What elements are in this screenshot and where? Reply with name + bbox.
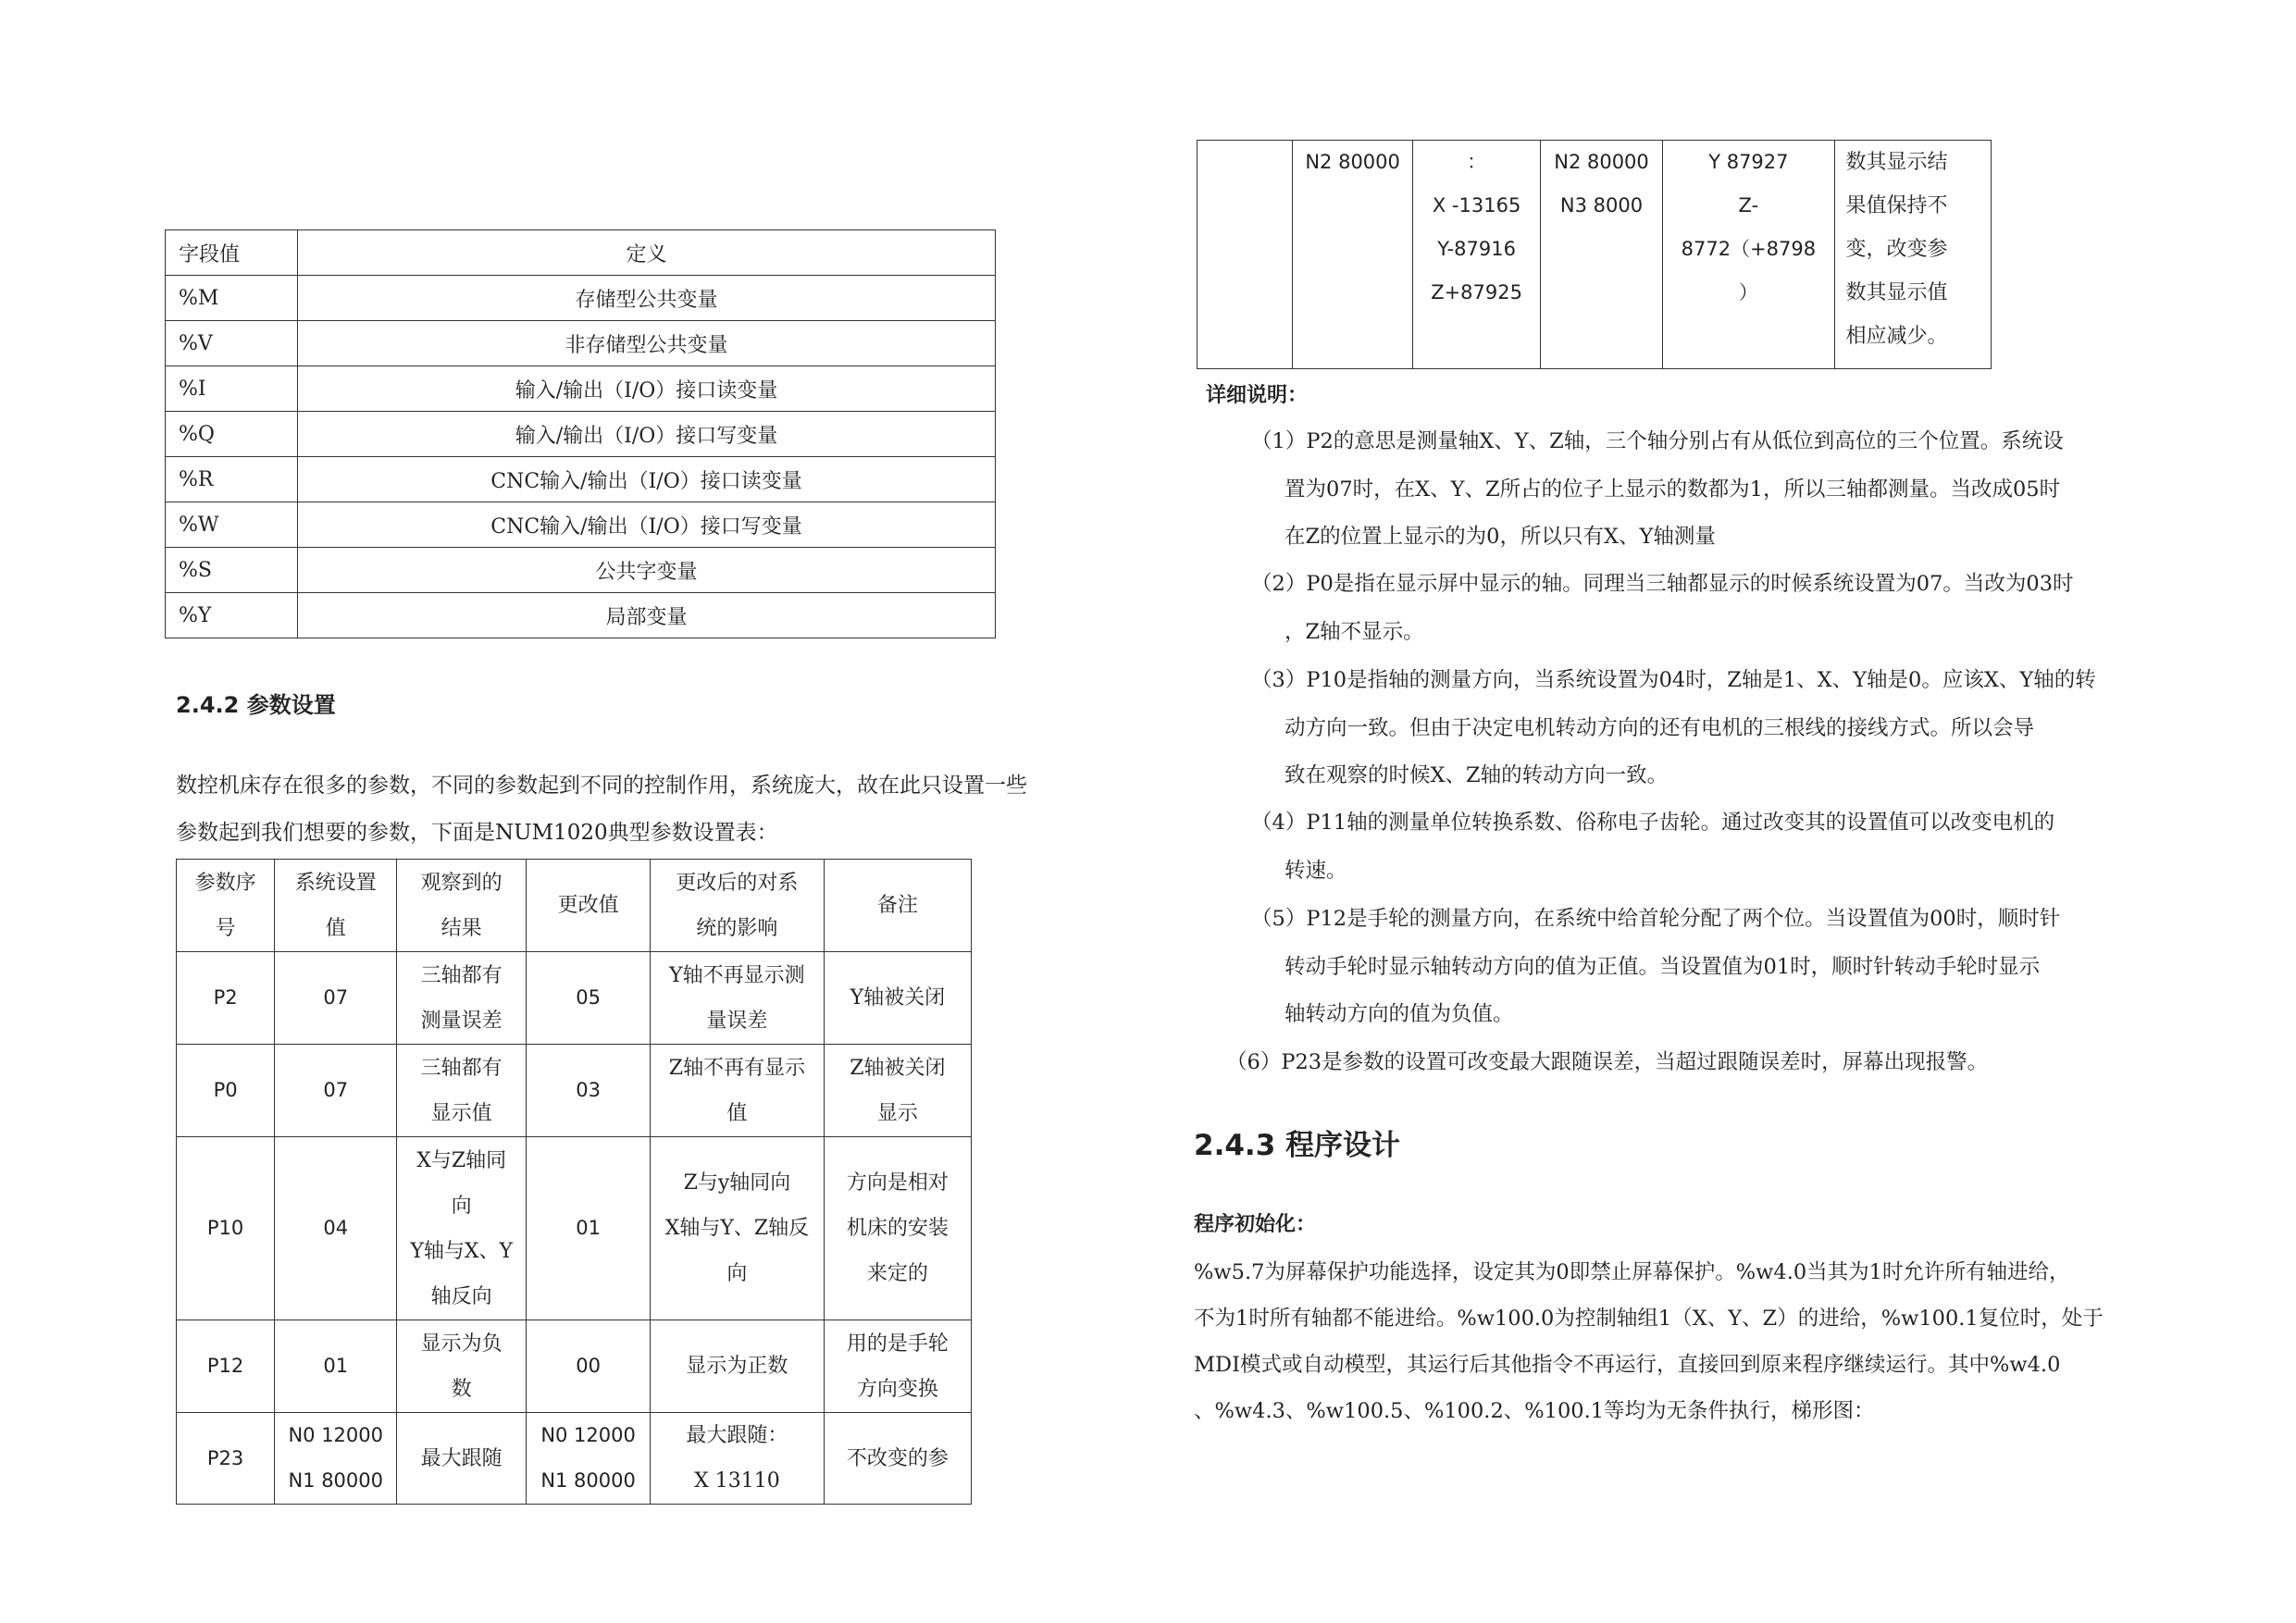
table-cell xyxy=(527,1413,651,1505)
table-row xyxy=(177,952,972,1045)
cell-line: 观察到的 xyxy=(420,871,503,895)
table-cell xyxy=(651,1413,825,1505)
cell-line: X -13165 xyxy=(1432,194,1521,217)
table-row xyxy=(1198,141,1992,369)
cell-line: 三轴都有 xyxy=(420,1056,503,1080)
cell-line: 显示为负 xyxy=(420,1332,503,1356)
table-cell xyxy=(824,1045,971,1137)
cell-line: 显示为正数 xyxy=(686,1355,788,1378)
cell-line: 结果 xyxy=(441,916,482,940)
cell-line: N3 8000 xyxy=(1559,194,1644,217)
table-cell xyxy=(397,1320,527,1413)
cell-line: 更改后的对系 xyxy=(676,871,799,895)
table-cell xyxy=(1540,141,1662,369)
cell-line: Z轴被关闭 xyxy=(850,1056,946,1080)
definition-cell: 输入/输出（I/O）接口写变量 xyxy=(298,412,996,457)
parameter-table-continued xyxy=(1197,140,1992,369)
table-cell xyxy=(824,1320,971,1413)
cell-line: 用的是手轮 xyxy=(846,1332,949,1356)
detail-item xyxy=(1251,657,2096,800)
section-title: 参数设置 xyxy=(246,691,336,718)
cell-line: 相应减少。 xyxy=(1845,325,1948,348)
detail-item xyxy=(1226,1039,1988,1087)
table-row xyxy=(166,366,996,412)
table-row xyxy=(166,457,996,502)
cell-line: N0 12000 xyxy=(540,1424,636,1446)
cell-line: 数其显示值 xyxy=(1845,281,1948,304)
cell-line: P2 xyxy=(213,986,238,1009)
cell-line: 备注 xyxy=(876,894,918,917)
table-cell xyxy=(651,1137,825,1320)
definition-cell: 存储型公共变量 xyxy=(298,276,996,321)
field-value-cell: %W xyxy=(166,502,298,548)
paragraph-line: MDI模式或自动模型，其运行后其他指令不再运行，直接回到原来程序继续运行。其中%w4.0 xyxy=(1194,1353,2061,1377)
table-cell xyxy=(275,1137,397,1320)
cell-line: 果值保持不 xyxy=(1845,194,1948,217)
section-number: 2.4.2 xyxy=(176,692,240,718)
cell-line: 00 xyxy=(576,1355,601,1377)
definition-cell: 局部变量 xyxy=(298,593,996,638)
program-init-paragraph xyxy=(1194,1249,2104,1434)
field-value-cell: %R xyxy=(166,457,298,502)
detail-line: （6）P23是参数的设置可改变最大跟随误差，当超过跟随误差时，屏幕出现报警。 xyxy=(1226,1050,1989,1074)
detail-line: 动方向一致。但由于决定电机转动方向的还有电机的三根线的接线方式。所以会导 xyxy=(1285,715,2035,740)
field-value-cell: %V xyxy=(166,321,298,366)
table-cell xyxy=(275,1413,397,1505)
field-value-cell: %Q xyxy=(166,412,298,457)
table-row xyxy=(177,1320,972,1413)
table-row xyxy=(177,1137,972,1320)
definition-cell: 非存储型公共变量 xyxy=(298,321,996,366)
definition-cell: 公共字变量 xyxy=(298,548,996,593)
cell-line: 数 xyxy=(451,1377,472,1401)
cell-line: 07 xyxy=(323,986,349,1009)
detail-line: ，Z轴不显示。 xyxy=(1285,619,1424,644)
table-cell xyxy=(177,1320,275,1413)
field-value-cell: %M xyxy=(166,276,298,321)
cell-line: 01 xyxy=(323,1355,349,1377)
field-value-cell: %Y xyxy=(166,593,298,638)
cell-line: 最大跟随 xyxy=(420,1446,503,1470)
cell-line: 参数序 xyxy=(194,871,256,895)
cell-line: 三轴都有 xyxy=(420,963,503,987)
table-cell xyxy=(275,952,397,1045)
cell-line: 号 xyxy=(215,916,236,940)
cell-line: N2 80000 xyxy=(1554,151,1649,173)
table-row xyxy=(166,548,996,593)
cell-line: 向 xyxy=(726,1262,748,1285)
cell-line: 统的影响 xyxy=(696,916,778,940)
variable-types-table xyxy=(165,229,996,638)
table-cell xyxy=(1834,141,1992,369)
table-cell xyxy=(1413,141,1540,369)
table-row xyxy=(166,593,996,638)
field-value-cell: %S xyxy=(166,548,298,593)
cell-line: 来定的 xyxy=(866,1262,928,1285)
table-cell xyxy=(651,1045,825,1137)
paragraph-line: 、%w4.3、%w100.5、%100.2、%100.1等均为无条件执行，梯形图： xyxy=(1194,1399,1875,1423)
details-heading: 详细说明： xyxy=(1206,383,1309,407)
definition-cell: 定义 xyxy=(298,230,996,276)
paragraph-line: 不为1时所有轴都不能进给。%w100.0为控制轴组1（X、Y、Z）的进给，%w100.1复位时，处于 xyxy=(1194,1307,2104,1331)
detail-line: 致在观察的时候X、Z轴的转动方向一致。 xyxy=(1285,763,1669,787)
table-cell xyxy=(527,1320,651,1413)
paragraph-line: 参数起到我们想要的参数，下面是NUM1020典型参数设置表： xyxy=(176,821,778,845)
cell-line: 数其显示结 xyxy=(1845,151,1948,174)
cell-line: Z与y轴同向 xyxy=(683,1171,791,1195)
definition-cell: CNC输入/输出（I/O）接口读变量 xyxy=(298,457,996,502)
definition-cell: CNC输入/输出（I/O）接口写变量 xyxy=(298,502,996,548)
cell-line: Z轴不再有显示 xyxy=(668,1056,806,1080)
section-title: 程序设计 xyxy=(1285,1129,1401,1162)
cell-line: P10 xyxy=(206,1217,244,1239)
table-cell xyxy=(1292,141,1412,369)
cell-line: Y轴与X、Y xyxy=(410,1239,514,1263)
table-cell xyxy=(527,1137,651,1320)
table-cell xyxy=(397,1045,527,1137)
cell-line: 显示值 xyxy=(430,1101,492,1125)
table-cell xyxy=(824,1137,971,1320)
table-cell xyxy=(275,1320,397,1413)
cell-line: 方向是相对 xyxy=(846,1171,949,1195)
detail-line: 转速。 xyxy=(1285,858,1347,883)
table-cell xyxy=(527,952,651,1045)
table-cell xyxy=(651,952,825,1045)
table-cell xyxy=(651,1320,825,1413)
cell-line: N2 80000 xyxy=(1305,151,1400,173)
table-cell xyxy=(824,1413,971,1505)
cell-line: 04 xyxy=(323,1217,349,1239)
table-cell xyxy=(1198,141,1293,369)
field-value-cell: 字段值 xyxy=(166,230,298,276)
parameter-settings-table xyxy=(176,859,972,1505)
parameter-intro-paragraph xyxy=(176,762,1027,857)
table-cell xyxy=(1663,141,1834,369)
table-cell xyxy=(177,1045,275,1137)
detail-line: 转动手轮时显示轴转动方向的值为正值。当设置值为01时，顺时针转动手轮时显示 xyxy=(1285,954,2041,979)
cell-line: P12 xyxy=(206,1355,244,1377)
cell-line: 8772（+8798 xyxy=(1681,238,1817,260)
field-value-cell: %I xyxy=(166,366,298,412)
table-cell xyxy=(177,1137,275,1320)
table-cell xyxy=(177,1413,275,1505)
cell-line: 更改值 xyxy=(557,894,619,917)
cell-line: 显示 xyxy=(876,1101,918,1125)
table-row xyxy=(177,1045,972,1137)
cell-line: X与Z轴同 xyxy=(416,1148,507,1172)
section-number: 2.4.3 xyxy=(1194,1129,1276,1162)
detail-item xyxy=(1251,799,2054,895)
cell-line: 轴反向 xyxy=(430,1284,492,1308)
cell-line: 07 xyxy=(323,1079,349,1101)
paragraph-line: %w5.7为屏幕保护功能选择，设定其为0即禁止屏幕保护。%w4.0当其为1时允许所有轴进给， xyxy=(1194,1260,2070,1284)
detail-item xyxy=(1251,418,2064,562)
table-cell xyxy=(527,860,651,952)
cell-line: Z+87925 xyxy=(1431,281,1522,304)
detail-line: （1）P2的意思是测量轴X、Y、Z轴，三个轴分别占有从低位到高位的三个位置。系统设 xyxy=(1251,429,2064,453)
cell-line: 测量误差 xyxy=(420,1009,503,1033)
table-header-row xyxy=(166,230,996,276)
table-cell xyxy=(397,860,527,952)
detail-line: 置为07时，在X、Y、Z所占的位子上显示的数都为1，所以三轴都测量。当改成05时 xyxy=(1285,477,2061,502)
detail-line: （4）P11轴的测量单位转换系数、俗称电子齿轮。通过改变其的设置值可以改变电机的 xyxy=(1251,811,2055,835)
table-row xyxy=(166,412,996,457)
detail-item xyxy=(1251,561,2074,656)
detail-line: （5）P12是手轮的测量方向，在系统中给首轮分配了两个位。当设置值为00时，顺时针 xyxy=(1251,907,2061,931)
table-cell xyxy=(397,1137,527,1320)
table-cell xyxy=(177,952,275,1045)
table-cell xyxy=(397,1413,527,1505)
cell-line: 变，改变参 xyxy=(1845,238,1948,261)
cell-line: X 13110 xyxy=(694,1469,780,1493)
cell-line: 03 xyxy=(576,1079,601,1101)
section-2-4-3-heading xyxy=(1194,1121,1400,1163)
cell-line: 方向变换 xyxy=(856,1377,938,1401)
table-cell xyxy=(177,860,275,952)
cell-line: N1 80000 xyxy=(288,1469,384,1492)
detail-line: 在Z的位置上显示的为0，所以只有X、Y轴测量 xyxy=(1285,525,1716,549)
detail-line: （2）P0是指在显示屏中显示的轴。同理当三轴都显示的时候系统设置为07。当改为03时 xyxy=(1251,572,2074,596)
table-cell xyxy=(527,1045,651,1137)
table-cell xyxy=(275,1045,397,1137)
cell-line: Y轴被关闭 xyxy=(850,986,946,1010)
table-row xyxy=(177,1413,972,1505)
table-row xyxy=(166,276,996,321)
cell-line: ： xyxy=(1467,151,1487,173)
cell-line: 系统设置 xyxy=(294,871,377,895)
definition-cell: 输入/输出（I/O）接口读变量 xyxy=(298,366,996,412)
table-cell xyxy=(824,952,971,1045)
cell-line: Z- xyxy=(1738,194,1759,217)
cell-line: 值 xyxy=(325,916,346,940)
table-cell xyxy=(397,952,527,1045)
section-2-4-2-heading xyxy=(176,687,336,719)
cell-line: 最大跟随： xyxy=(686,1424,788,1447)
program-init-heading: 程序初始化： xyxy=(1194,1212,1317,1236)
detail-line: （3）P10是指轴的测量方向，当系统设置为04时，Z轴是1、X、Y轴是0。应该X、Y轴的转 xyxy=(1251,668,2096,692)
cell-line: N0 12000 xyxy=(288,1424,384,1446)
paragraph-line: 数控机床存在很多的参数，不同的参数起到不同的控制作用，系统庞大，故在此只设置一些 xyxy=(176,774,1027,798)
table-cell xyxy=(824,860,971,952)
cell-line: Y-87916 xyxy=(1437,238,1516,260)
cell-line: ） xyxy=(1738,281,1758,304)
cell-line: 向 xyxy=(451,1194,472,1218)
cell-line: 值 xyxy=(726,1101,748,1125)
detail-item xyxy=(1251,896,2060,1039)
table-row xyxy=(166,321,996,366)
detail-line: 轴转动方向的值为负值。 xyxy=(1285,1002,1514,1026)
table-row xyxy=(166,502,996,548)
cell-line: P23 xyxy=(206,1446,244,1469)
cell-line: Y 87927 xyxy=(1708,151,1789,173)
cell-line: Y轴不再显示测 xyxy=(669,963,805,987)
cell-line: 05 xyxy=(576,986,601,1009)
table-cell xyxy=(275,860,397,952)
cell-line: X轴与Y、Z轴反 xyxy=(664,1217,810,1240)
cell-line: 01 xyxy=(576,1217,601,1239)
cell-line: 量误差 xyxy=(706,1009,768,1033)
table-header-row xyxy=(177,860,972,952)
cell-line: N1 80000 xyxy=(540,1469,636,1492)
cell-line: P0 xyxy=(213,1079,238,1101)
table-cell xyxy=(651,860,825,952)
cell-line: 不改变的参 xyxy=(846,1446,949,1470)
cell-line: 机床的安装 xyxy=(846,1217,949,1240)
